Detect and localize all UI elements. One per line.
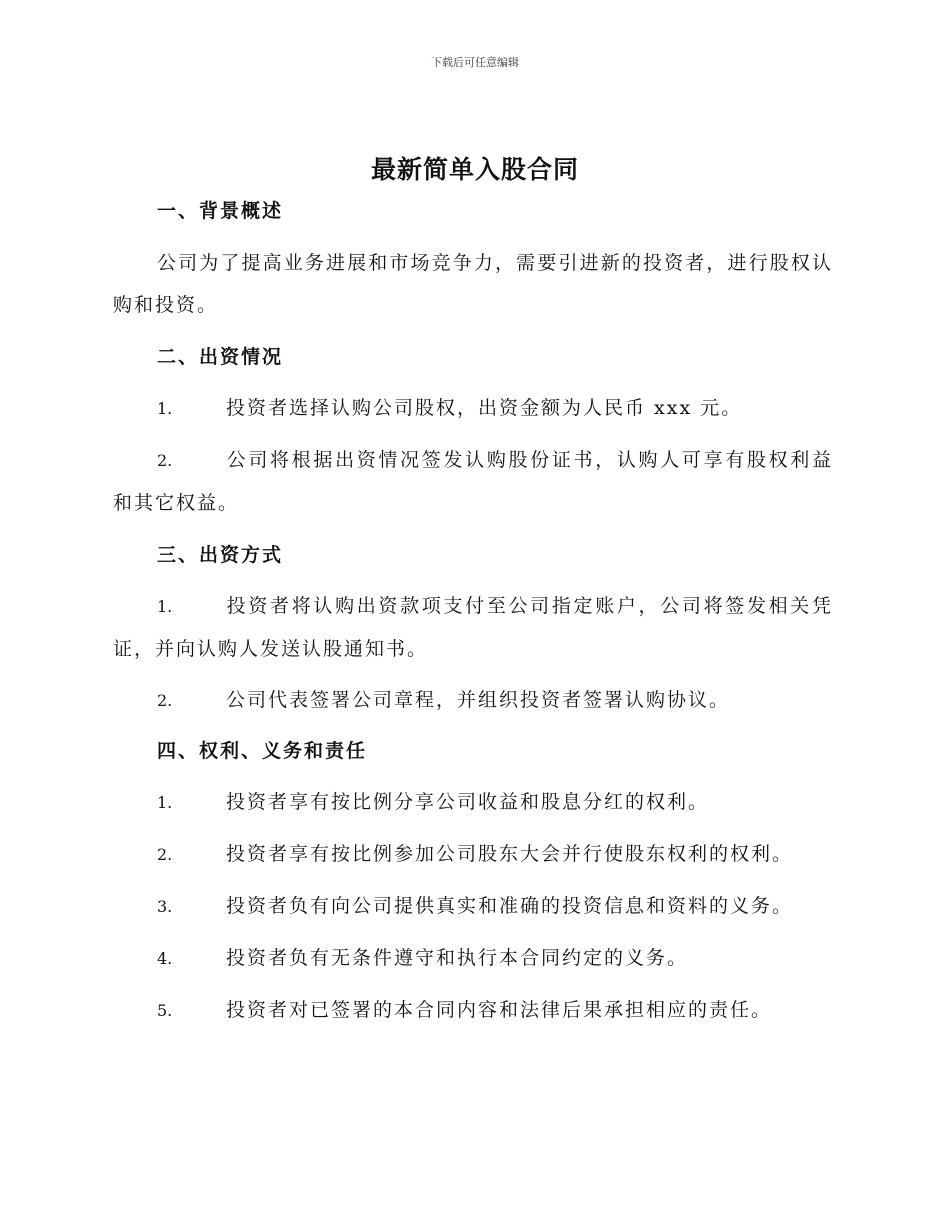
list-item <box>113 885 833 928</box>
list-item-number: 1. <box>157 597 173 616</box>
list-item-text: 投资者享有按比例分享公司收益和股息分红的权利。 <box>226 791 710 813</box>
section-heading-background: 一、背景概述 <box>157 200 284 222</box>
section-heading-rights-duties: 四、权利、义务和责任 <box>157 740 368 762</box>
list-item-number: 2. <box>157 845 173 864</box>
document-title: 最新简单入股合同 <box>370 155 579 184</box>
section-heading-investment: 二、出资情况 <box>157 346 284 368</box>
list-item-number: 1. <box>157 793 173 812</box>
section-paragraph-background: 公司为了提高业务进展和市场竞争力，需要引进新的投资者，进行股权认购和投资。 <box>113 252 833 316</box>
list-item-text: 投资者享有按比例参加公司股东大会并行使股东权利的权利。 <box>226 843 794 865</box>
section-heading-payment-method: 三、出资方式 <box>157 544 284 566</box>
list-item <box>113 439 833 524</box>
list-item-number: 2. <box>157 691 173 710</box>
list-item-number: 1. <box>157 399 173 418</box>
list-item <box>113 781 833 824</box>
list-item-text: 投资者将认购出资款项支付至公司指定账户，公司将签发相关凭证，并向认购人发送认股通知书。 <box>113 595 833 660</box>
list-item-text: 投资者负有无条件遵守和执行本合同约定的义务。 <box>226 947 689 969</box>
list-item-text: 投资者对已签署的本合同内容和法律后果承担相应的责任。 <box>226 999 773 1021</box>
header-note: 下载后可任意编辑 <box>431 56 519 69</box>
list-item <box>113 585 833 670</box>
list-item-text: 投资者负有向公司提供真实和准确的投资信息和资料的义务。 <box>226 895 794 917</box>
list-item <box>113 679 833 722</box>
list-item-number: 2. <box>157 451 173 470</box>
list-item <box>113 387 833 430</box>
list-item <box>113 833 833 876</box>
list-item-text: 公司代表签署公司章程，并组织投资者签署认购协议。 <box>226 689 731 711</box>
list-item <box>113 937 833 980</box>
list-item-text: 公司将根据出资情况签发认购股份证书，认购人可享有股权利益和其它权益。 <box>113 449 833 514</box>
list-item-text: 投资者选择认购公司股权，出资金额为人民币 xxx 元。 <box>226 397 743 419</box>
list-item-number: 3. <box>157 897 173 916</box>
list-item-number: 4. <box>157 949 173 968</box>
list-item <box>113 989 833 1032</box>
list-item-number: 5. <box>157 1001 173 1020</box>
